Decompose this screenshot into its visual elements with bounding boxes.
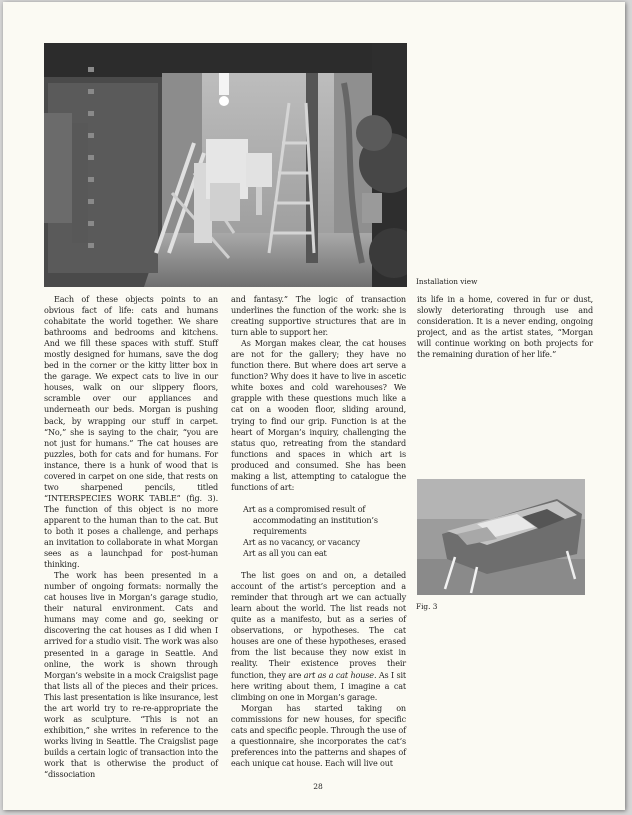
text-column-3 [417, 294, 593, 360]
photo-caption: Installation view [416, 277, 478, 286]
list-item: Art as a compromised result of accommodating an institution’s requirements [243, 503, 378, 536]
document-page [3, 2, 625, 810]
list-item: Art as all you can eat [243, 548, 327, 559]
paragraph: Morgan has started taking on commissions for new houses, for specific cats and specific people. Through the use of a questionnaire, she incorporates the cat’s preferences into the patterns and shapes of each unique cat house. Each will live out [231, 702, 406, 768]
paragraph-text: The list goes on and on, a detailed account of the artist’s perception and a reminder that through art we can actually learn about the world. The list reads not quite as a manifesto, but as a series of observations, or hypotheses. The cat houses are one of these hypotheses, erased from the list because they now exist in reality. Their existence proves their function, they are [231, 570, 406, 680]
fig-caption: Fig. 3 [416, 602, 438, 611]
paragraph-text: As I sit here writing about them, I imagine a cat climbing on one in Morgan’s garage. [231, 669, 406, 702]
paragraph: The work has been presented in a number of ongoing formats: normally the cat houses live in Morgan’s garage studio, their natural environment. Cats and humans may come and go, seeking or discovering the cat houses as I did when I arrived for a studio visit. The work was also presented in a garage in Seattle. And online, the work is shown through Morgan’s website in a mock Craigslist page that lists all of the pieces and their prices. This last presentation is like insurance, lest the art world try to re-re-appropriate the work as sculpture. “This is not an exhibition,” she writes in reference to the works living in Seattle. The Craigslist page builds a certain logic of transaction into the work that is otherwise the product of “dissociation [44, 570, 218, 780]
list-item: Art as no vacancy, or vacancy [243, 536, 360, 547]
functions-list [231, 504, 406, 559]
fig-3-photo [417, 479, 585, 595]
paragraph [231, 570, 406, 703]
paragraph: As Morgan makes clear, the cat houses are not for the gallery; they have no function there. But where does art serve a function? Why does it have to live in ascetic white boxes and cold warehouses? We grapple with these questions much like a cat on a wooden floor, sliding around, trying to find our grip. Function is at the heart of Morgan’s inquiry, challenging the status quo, retreating from the standard functions and spaces in which art is produced and consumed. She has been making a list, attempting to catalogue the functions of art: [231, 338, 406, 492]
installation-photo [44, 43, 407, 287]
page-number: 28 [313, 782, 323, 791]
text-column-2 [231, 294, 406, 769]
paragraph: Each of these objects points to an obvious fact of life: cats and humans cohabitate the world together. We share bathrooms and bedrooms and kitchens. And we fill these spaces with stuff. Stuff mostly designed for humans, save the dog bed in the corner or the kitty litter box in the garage. We expect cats to live in our houses, walk on our slippery floors, scramble over our appliances and underneath our beds. Morgan is pushing back, by wrapping our stuff in carpet. “No,” she is saying to the chair, “you are not just for humans.” The cat houses are puzzles, both for cats and for humans. For instance, there is a hunk of wood that is covered in carpet on one side, that rests on two sharpened pencils, titled “INTERSPECIES WORK TABLE” (fig. 3). The function of this object is no more apparent to the human than to the cat. But to both it poses a challenge, and perhaps an invitation to collaborate in what Morgan sees as a launchpad for post-human thinking. [44, 294, 218, 570]
paragraph: its life in a home, covered in fur or dust, slowly deteriorating through use and consideration. It is a never ending, ongoing project, and as the artist states, “Morgan will continue working on both projects for the remaining duration of her life.” [417, 294, 593, 360]
paragraph: and fantasy.” The logic of transaction underlines the function of the work: she is creating supportive structures that are in turn able to support her. [231, 294, 406, 338]
italic-phrase: art as a cat house. [303, 669, 377, 680]
text-column-1 [44, 294, 218, 780]
